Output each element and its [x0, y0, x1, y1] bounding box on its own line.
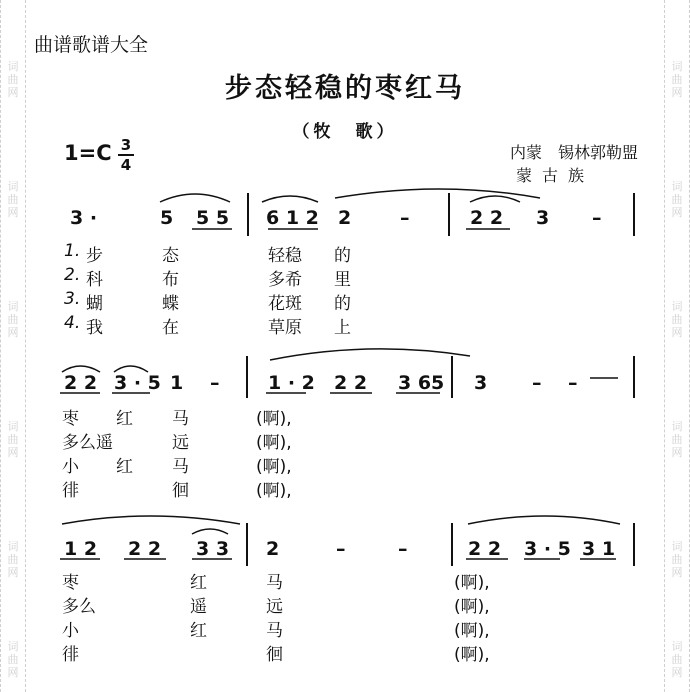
note: –: [398, 538, 408, 560]
lyric-word: (啊),: [454, 621, 490, 641]
note: 5 5: [196, 207, 230, 229]
watermark-text: 词曲网: [7, 300, 19, 339]
lyric-word: 马: [266, 621, 283, 641]
watermark-text: 词曲网: [671, 60, 683, 99]
lyric-word: 里: [334, 270, 351, 290]
verse-number: 4.: [64, 313, 81, 333]
lyric-word: 枣: [62, 409, 79, 429]
lyric-word: 多么遥: [62, 433, 113, 453]
slur: [468, 516, 620, 524]
note: –: [336, 538, 346, 560]
lyric-word: (啊),: [454, 597, 490, 617]
lyric-word: 步: [86, 246, 103, 266]
lyric-word: 红: [190, 573, 207, 593]
note: –: [592, 207, 602, 229]
note: 2 2: [334, 372, 368, 394]
lyric-word: 科: [86, 270, 103, 290]
lyric-word: 草原: [268, 318, 302, 338]
watermark-text: 词曲网: [671, 420, 683, 459]
note: 2: [266, 538, 280, 560]
lyric-word: 在: [162, 318, 179, 338]
watermark-text: 词曲网: [671, 300, 683, 339]
lyric-word: (啊),: [256, 409, 292, 429]
slur: [160, 194, 230, 202]
lyric-word: 红: [116, 409, 133, 429]
lyric-word: 布: [162, 270, 179, 290]
note: 1 2: [64, 538, 98, 560]
note: 5: [160, 207, 174, 229]
note: 2 2: [468, 538, 502, 560]
slur: [262, 196, 318, 202]
note: 3 1: [582, 538, 616, 560]
lyric-word: (啊),: [256, 457, 292, 477]
note: 1 · 2: [268, 372, 315, 394]
watermark-text: 词曲网: [7, 60, 19, 99]
slur: [335, 189, 540, 198]
lyric-word: 小: [62, 621, 79, 641]
verse-number: 1.: [64, 241, 81, 261]
key-signature: 1=C: [64, 141, 112, 165]
watermark-text: 词曲网: [7, 180, 19, 219]
note: –: [400, 207, 410, 229]
lyric-word: 态: [162, 246, 179, 266]
verse-number: 2.: [64, 265, 81, 285]
lyric-word: 徊: [266, 645, 283, 665]
note: 2: [338, 207, 352, 229]
note: 3 3: [196, 538, 230, 560]
note: 6 1 2: [266, 207, 319, 229]
note: 2 2: [128, 538, 162, 560]
time-signature-bottom: 4: [118, 154, 134, 174]
lyric-word: (啊),: [454, 573, 490, 593]
site-name[interactable]: 曲谱歌谱大全: [34, 34, 149, 56]
lyric-word: 我: [86, 318, 103, 338]
lyric-word: 多希: [268, 270, 302, 290]
lyric-word: 徘: [62, 645, 79, 665]
lyric-word: (啊),: [256, 433, 292, 453]
note: 2 2: [64, 372, 98, 394]
genre-label: （牧 歌）: [292, 122, 398, 142]
lyric-word: (啊),: [256, 481, 292, 501]
note: 3: [474, 372, 488, 394]
lyric-word: 马: [172, 409, 189, 429]
watermark-text: 词曲网: [671, 640, 683, 679]
watermark-text: 词曲网: [671, 540, 683, 579]
note: 2 2: [470, 207, 504, 229]
lyric-word: 的: [334, 294, 351, 314]
note: 3: [536, 207, 550, 229]
watermark-text: 词曲网: [7, 540, 19, 579]
lyric-word: 徊: [172, 481, 189, 501]
lyric-word: 红: [190, 621, 207, 641]
note: –: [532, 372, 542, 394]
note: 1: [170, 372, 184, 394]
slur: [270, 349, 470, 360]
lyric-word: 的: [334, 246, 351, 266]
lyric-word: 红: [116, 457, 133, 477]
lyric-word: 远: [172, 433, 189, 453]
slur: [62, 516, 240, 524]
lyric-word: (啊),: [454, 645, 490, 665]
note: 3 · 5: [524, 538, 571, 560]
lyric-word: 远: [266, 597, 283, 617]
note: –: [568, 372, 578, 394]
origin-credit: 内蒙 锡林郭勒盟: [510, 143, 639, 162]
watermark-text: 词曲网: [7, 640, 19, 679]
note: 3 · 5: [114, 372, 161, 394]
lyric-word: 小: [62, 457, 79, 477]
song-title: 步态轻稳的枣红马: [225, 73, 465, 104]
lyric-word: 马: [172, 457, 189, 477]
lyric-word: 枣: [62, 573, 79, 593]
lyric-word: 多么: [62, 597, 96, 617]
verse-number: 3.: [64, 289, 81, 309]
lyric-word: 上: [334, 318, 351, 338]
note: 3 ·: [70, 207, 98, 229]
watermark-text: 词曲网: [671, 180, 683, 219]
time-signature-top: 3: [120, 136, 132, 154]
lyric-word: 轻稳: [268, 246, 302, 266]
watermark-text: 词曲网: [7, 420, 19, 459]
lyric-word: 遥: [190, 597, 207, 617]
slur: [192, 529, 228, 534]
slur: [470, 196, 520, 202]
lyric-word: 马: [266, 573, 283, 593]
lyric-word: 徘: [62, 481, 79, 501]
note: 3 65: [398, 372, 445, 394]
lyric-word: 花斑: [268, 294, 302, 314]
note: –: [210, 372, 220, 394]
ethnic-credit: 蒙古族: [516, 166, 595, 185]
lyric-word: 蝶: [162, 294, 179, 314]
lyric-word: 蝴: [86, 294, 103, 314]
